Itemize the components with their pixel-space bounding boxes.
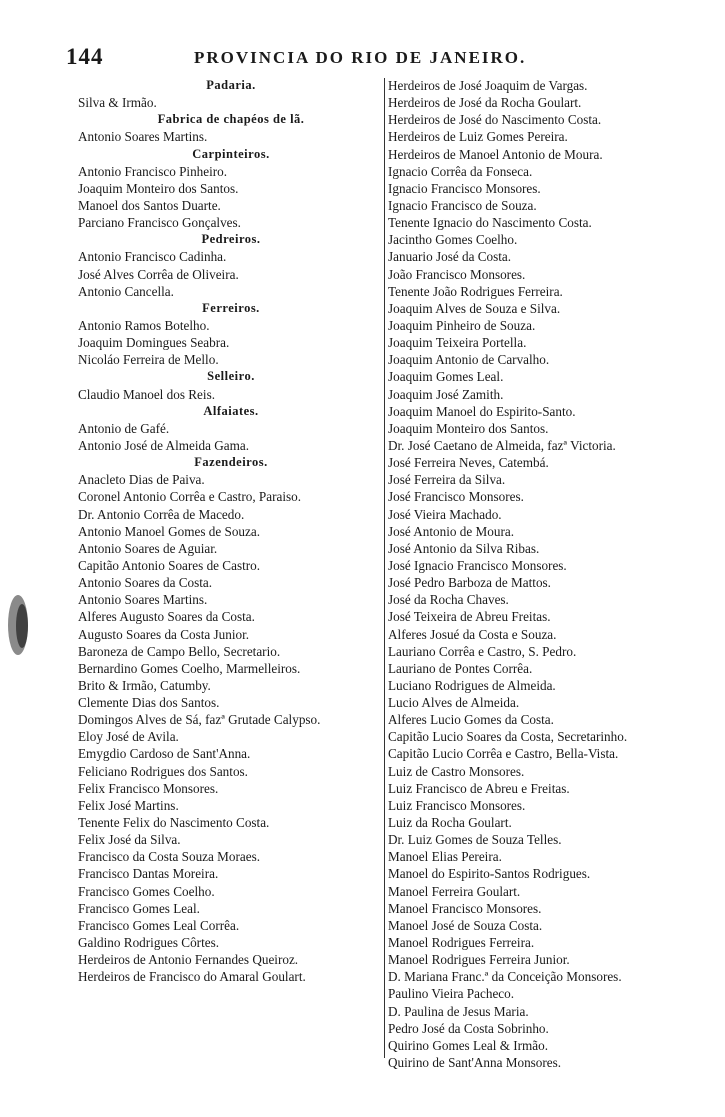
list-entry: Felix José da Silva.	[78, 832, 181, 848]
list-entry: João Francisco Monsores.	[388, 266, 526, 282]
list-entry: Ignacio Francisco de Souza.	[388, 197, 537, 213]
list-entry: Manoel José de Souza Costa.	[388, 917, 543, 933]
list-entry: Dr. José Caetano de Almeida, fazª Victoria.	[388, 437, 616, 453]
list-entry: Jacintho Gomes Coelho.	[388, 232, 518, 248]
list-entry: Brito & Irmão, Catumby.	[78, 677, 211, 693]
list-entry: Manoel Ferreira Goulart.	[388, 883, 521, 899]
list-entry: Bernardino Gomes Coelho, Marmelleiros.	[78, 660, 301, 676]
list-entry: Joaquim Domingues Seabra.	[78, 335, 230, 351]
list-entry: Manoel dos Santos Duarte.	[78, 197, 221, 213]
list-entry: Anacleto Dias de Paiva.	[78, 472, 205, 488]
list-entry: Manoel do Espirito-Santos Rodrigues.	[388, 866, 591, 882]
list-entry: Antonio Francisco Pinheiro.	[78, 163, 228, 179]
list-entry: Antonio Soares Martins.	[78, 129, 208, 145]
list-entry: José da Rocha Chaves.	[388, 592, 509, 608]
list-entry: Baroneza de Campo Bello, Secretario.	[78, 643, 281, 659]
list-entry: Herdeiros de Francisco do Amaral Goulart.	[78, 969, 306, 985]
list-entry: Januario José da Costa.	[388, 249, 512, 265]
column-divider	[384, 78, 385, 1058]
left-column	[78, 77, 384, 985]
section-heading: Carpinteiros.	[192, 146, 270, 161]
list-entry: José Alves Corrêa de Oliveira.	[78, 266, 239, 282]
list-entry: Feliciano Rodrigues dos Santos.	[78, 763, 248, 779]
list-entry: Domingos Alves de Sá, fazª Grutade Calypso.	[78, 712, 321, 728]
list-entry: Joaquim Manoel do Espirito-Santo.	[388, 403, 576, 419]
list-entry: Alferes Lucio Gomes da Costa.	[388, 712, 554, 728]
list-entry: Parciano Francisco Gonçalves.	[78, 215, 241, 231]
list-entry: José Antonio da Silva Ribas.	[388, 540, 540, 556]
list-entry: Herdeiros de Manoel Antonio de Moura.	[388, 146, 603, 162]
list-entry: Alferes Augusto Soares da Costa.	[78, 609, 255, 625]
section-heading: Pedreiros.	[201, 232, 261, 247]
list-entry: Lauriano Corrêa e Castro, S. Pedro.	[388, 643, 577, 659]
list-entry: Emygdio Cardoso de Sant'Anna.	[78, 746, 251, 762]
list-entry: Pedro José da Costa Sobrinho.	[388, 1020, 549, 1036]
list-entry: Joaquim Teixeira Portella.	[388, 335, 527, 351]
section-heading: Padaria.	[206, 78, 256, 92]
list-entry: Herdeiros de José da Rocha Goulart.	[388, 95, 582, 111]
list-entry: Joaquim Monteiro dos Santos.	[388, 420, 549, 436]
list-entry: Tenente Ignacio do Nascimento Costa.	[388, 215, 592, 231]
list-entry: Lauriano de Pontes Corrêa.	[388, 660, 533, 676]
list-entry: Coronel Antonio Corrêa e Castro, Paraiso.	[78, 489, 302, 505]
list-entry: Felix José Martins.	[78, 797, 179, 813]
list-entry: Francisco da Costa Souza Moraes.	[78, 849, 261, 865]
list-entry: Paulino Vieira Pacheco.	[388, 986, 515, 1002]
list-entry: Capitão Lucio Soares da Costa, Secretarinho.	[388, 729, 628, 745]
section-heading: Fabrica de chapéos de lã.	[157, 112, 305, 127]
list-entry: Joaquim Gomes Leal.	[388, 369, 504, 385]
list-entry: Antonio Cancella.	[78, 283, 174, 299]
list-entry: Joaquim Pinheiro de Souza.	[388, 317, 536, 333]
list-entry: José Teixeira de Abreu Freitas.	[388, 609, 551, 625]
list-entry: Antonio Francisco Cadinha.	[78, 249, 227, 265]
list-entry: Eloy José de Avila.	[78, 729, 179, 745]
list-entry: Ignacio Corrêa da Fonseca.	[388, 163, 533, 179]
list-entry: Francisco Gomes Leal Corrêa.	[78, 917, 240, 933]
list-entry: Antonio de Gafé.	[78, 420, 170, 436]
list-entry: Herdeiros de José do Nascimento Costa.	[388, 112, 602, 128]
list-entry: Dr. Antonio Corrêa de Macedo.	[78, 506, 245, 522]
list-entry: Antonio Manoel Gomes de Souza.	[78, 523, 261, 539]
right-column	[388, 77, 706, 1071]
list-entry: Antonio Soares Martins.	[78, 592, 208, 608]
list-entry: Tenente João Rodrigues Ferreira.	[388, 283, 563, 299]
list-entry: Francisco Dantas Moreira.	[78, 866, 219, 882]
list-entry: Antonio José de Almeida Gama.	[78, 437, 250, 453]
list-entry: Silva & Irmão.	[78, 95, 157, 111]
list-entry: Francisco Gomes Coelho.	[78, 883, 215, 899]
list-entry: Quirino de Sant'Anna Monsores.	[388, 1055, 562, 1071]
list-entry: Joaquim Alves de Souza e Silva.	[388, 300, 561, 316]
section-heading: Alfaiates.	[203, 403, 259, 418]
list-entry: Manoel Rodrigues Ferreira.	[388, 935, 535, 951]
list-entry: Antonio Ramos Botelho.	[78, 317, 210, 333]
section-heading: Fazendeiros.	[194, 455, 268, 470]
list-entry: Clemente Dias dos Santos.	[78, 695, 220, 711]
list-entry: Manoel Francisco Monsores.	[388, 900, 542, 916]
running-title: PROVINCIA DO RIO DE JANEIRO.	[194, 48, 527, 67]
list-entry: Quirino Gomes Leal & Irmão.	[388, 1037, 549, 1053]
list-entry: Felix Francisco Monsores.	[78, 780, 219, 796]
list-entry: Francisco Gomes Leal.	[78, 900, 200, 916]
margin-ink-blot	[4, 590, 34, 660]
list-entry: Capitão Antonio Soares de Castro.	[78, 557, 261, 573]
list-entry: Luiz Francisco de Abreu e Freitas.	[388, 780, 570, 796]
list-entry: José Francisco Monsores.	[388, 489, 524, 505]
list-entry: José Ignacio Francisco Monsores.	[388, 557, 567, 573]
page-number: 144	[66, 44, 104, 69]
list-entry: Joaquim Antonio de Carvalho.	[388, 352, 550, 368]
list-entry: Luiz de Castro Monsores.	[388, 763, 525, 779]
list-entry: José Antonio de Moura.	[388, 523, 515, 539]
list-entry: Joaquim José Zamith.	[388, 386, 504, 402]
list-entry: Luiz Francisco Monsores.	[388, 797, 526, 813]
list-entry: Galdino Rodrigues Côrtes.	[78, 935, 220, 951]
list-entry: Lucio Alves de Almeida.	[388, 695, 520, 711]
list-entry: Joaquim Monteiro dos Santos.	[78, 180, 239, 196]
section-heading: Ferreiros.	[202, 300, 260, 315]
list-entry: Claudio Manoel dos Reis.	[78, 386, 215, 402]
list-entry: Manoel Rodrigues Ferreira Junior.	[388, 952, 570, 968]
list-entry: José Vieira Machado.	[388, 506, 502, 522]
list-entry: Capitão Lucio Corrêa e Castro, Bella-Vista.	[388, 746, 619, 762]
list-entry: José Pedro Barboza de Mattos.	[388, 575, 551, 591]
list-entry: Ignacio Francisco Monsores.	[388, 180, 541, 196]
list-entry: Herdeiros de José Joaquim de Vargas.	[388, 78, 588, 93]
list-entry: Luiz da Rocha Goulart.	[388, 815, 512, 831]
list-entry: Luciano Rodrigues de Almeida.	[388, 677, 556, 693]
list-entry: Nicoláo Ferreira de Mello.	[78, 352, 219, 368]
list-entry: Dr. Luiz Gomes de Souza Telles.	[388, 832, 562, 848]
list-entry: Alferes Josué da Costa e Souza.	[388, 626, 557, 642]
list-entry: Tenente Felix do Nascimento Costa.	[78, 815, 270, 831]
list-entry: Herdeiros de Antonio Fernandes Queiroz.	[78, 952, 299, 968]
list-entry: José Ferreira da Silva.	[388, 472, 506, 488]
list-entry: D. Paulina de Jesus Maria.	[388, 1003, 529, 1019]
list-entry: Antonio Soares de Aguiar.	[78, 540, 218, 556]
section-heading: Selleiro.	[207, 369, 255, 384]
list-entry: Manoel Elias Pereira.	[388, 849, 502, 865]
page-header	[0, 44, 725, 74]
list-entry: José Ferreira Neves, Catembá.	[388, 455, 549, 471]
list-entry: Herdeiros de Luiz Gomes Pereira.	[388, 129, 568, 145]
list-entry: Augusto Soares da Costa Junior.	[78, 626, 250, 642]
list-entry: D. Mariana Franc.ª da Conceição Monsores.	[388, 969, 622, 985]
list-entry: Antonio Soares da Costa.	[78, 575, 213, 591]
